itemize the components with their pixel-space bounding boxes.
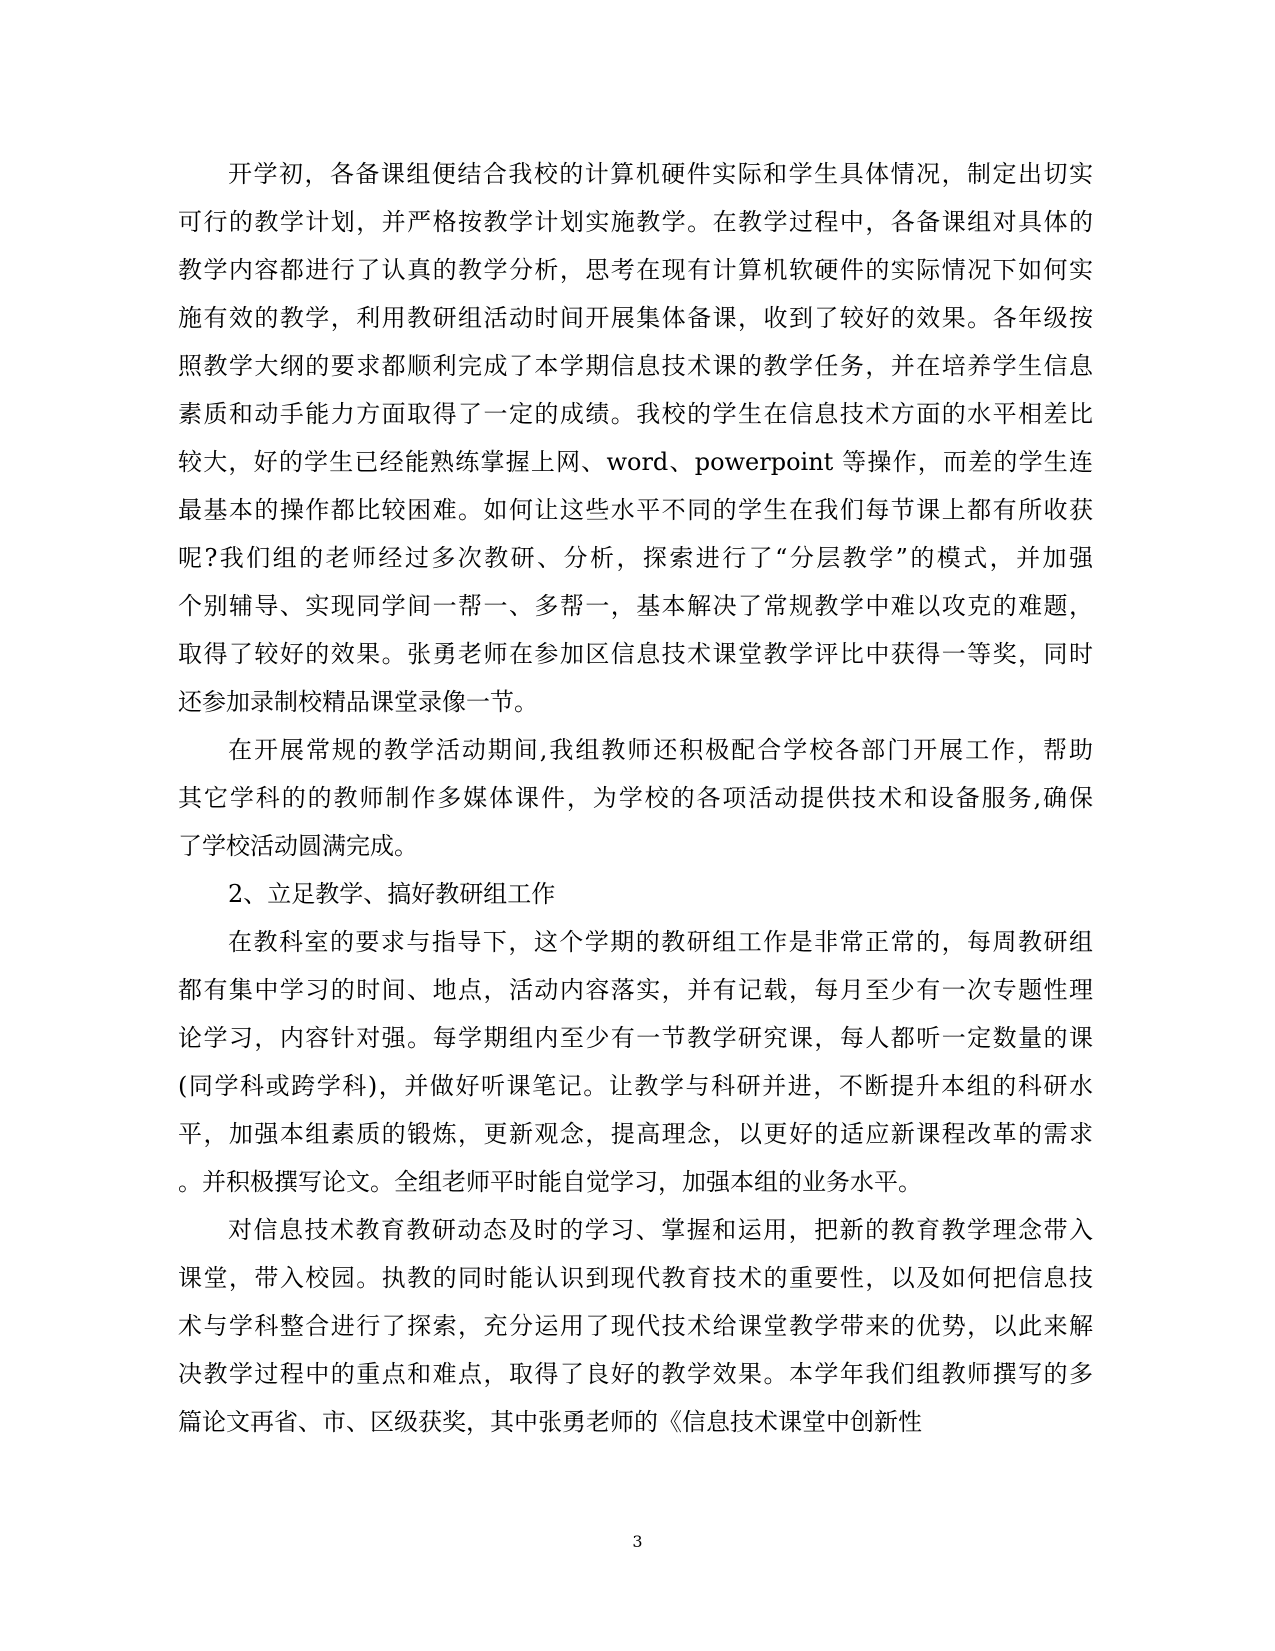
- text-line: 决教学过程中的重点和难点，取得了良好的教学效果。本学年我们组教师撰写的多: [178, 1360, 1093, 1388]
- text-line: 。并积极撰写论文。全组老师平时能自觉学习，加强本组的业务水平。: [178, 1168, 922, 1196]
- text-line: 都有集中学习的时间、地点，活动内容落实，并有记载，每月至少有一次专题性理: [178, 976, 1093, 1004]
- text-line: 最基本的操作都比较困难。如何让这些水平不同的学生在我们每节课上都有所收获: [178, 496, 1093, 524]
- text-line: 对信息技术教育教研动态及时的学习、掌握和运用，把新的教育教学理念带入: [228, 1216, 1093, 1244]
- text-line: 其它学科的的教师制作多媒体课件，为学校的各项活动提供技术和设备服务,确保: [178, 784, 1093, 812]
- text-line: 个别辅导、实现同学间一帮一、多帮一，基本解决了常规教学中难以攻克的难题，: [178, 592, 1093, 620]
- text-line: 还参加录制校精品课堂录像一节。: [178, 688, 538, 716]
- text-line: 开学初，各备课组便结合我校的计算机硬件实际和学生具体情况，制定出切实: [228, 160, 1093, 188]
- text-line: 平，加强本组素质的锻炼，更新观念，提高理念，以更好的适应新课程改革的需求: [178, 1120, 1093, 1148]
- text-line: 教学内容都进行了认真的教学分析，思考在现有计算机软硬件的实际情况下如何实: [178, 256, 1093, 284]
- text-line: 论学习，内容针对强。每学期组内至少有一节教学研究课，每人都听一定数量的课: [178, 1024, 1093, 1052]
- text-line: 可行的教学计划，并严格按教学计划实施教学。在教学过程中，各备课组对具体的: [178, 208, 1093, 236]
- text-line: 篇论文再省、市、区级获奖，其中张勇老师的《信息技术课堂中创新性: [178, 1408, 922, 1436]
- text-line: 照教学大纲的要求都顺利完成了本学期信息技术课的教学任务，并在培养学生信息: [178, 352, 1093, 380]
- text-line: 取得了较好的效果。张勇老师在参加区信息技术课堂教学评比中获得一等奖，同时: [178, 640, 1093, 668]
- text-line: 在教科室的要求与指导下，这个学期的教研组工作是非常正常的，每周教研组: [228, 928, 1093, 956]
- page-number: 3: [632, 1532, 643, 1551]
- text-line: 施有效的教学，利用教研组活动时间开展集体备课，收到了较好的效果。各年级按: [178, 304, 1093, 332]
- text-line: 在开展常规的教学活动期间,我组教师还积极配合学校各部门开展工作，帮助: [228, 736, 1093, 764]
- section-heading: 2、立足教学、搞好教研组工作: [228, 880, 556, 908]
- document-body: [178, 150, 1093, 1446]
- text-line: 课堂，带入校园。执教的同时能认识到现代教育技术的重要性，以及如何把信息技: [178, 1264, 1093, 1292]
- text-line: 术与学科整合进行了探索，充分运用了现代技术给课堂教学带来的优势，以此来解: [178, 1312, 1093, 1340]
- text-line: 较大，好的学生已经能熟练掌握上网、word、powerpoint 等操作，而差的学生连: [178, 448, 1093, 476]
- text-line: 素质和动手能力方面取得了一定的成绩。我校的学生在信息技术方面的水平相差比: [178, 400, 1093, 428]
- text-line: 呢?我们组的老师经过多次教研、分析，探索进行了“分层教学”的模式，并加强: [178, 544, 1093, 572]
- text-line: 了学校活动圆满完成。: [178, 832, 418, 860]
- text-line: (同学科或跨学科)，并做好听课笔记。让教学与科研并进，不断提升本组的科研水: [178, 1072, 1093, 1100]
